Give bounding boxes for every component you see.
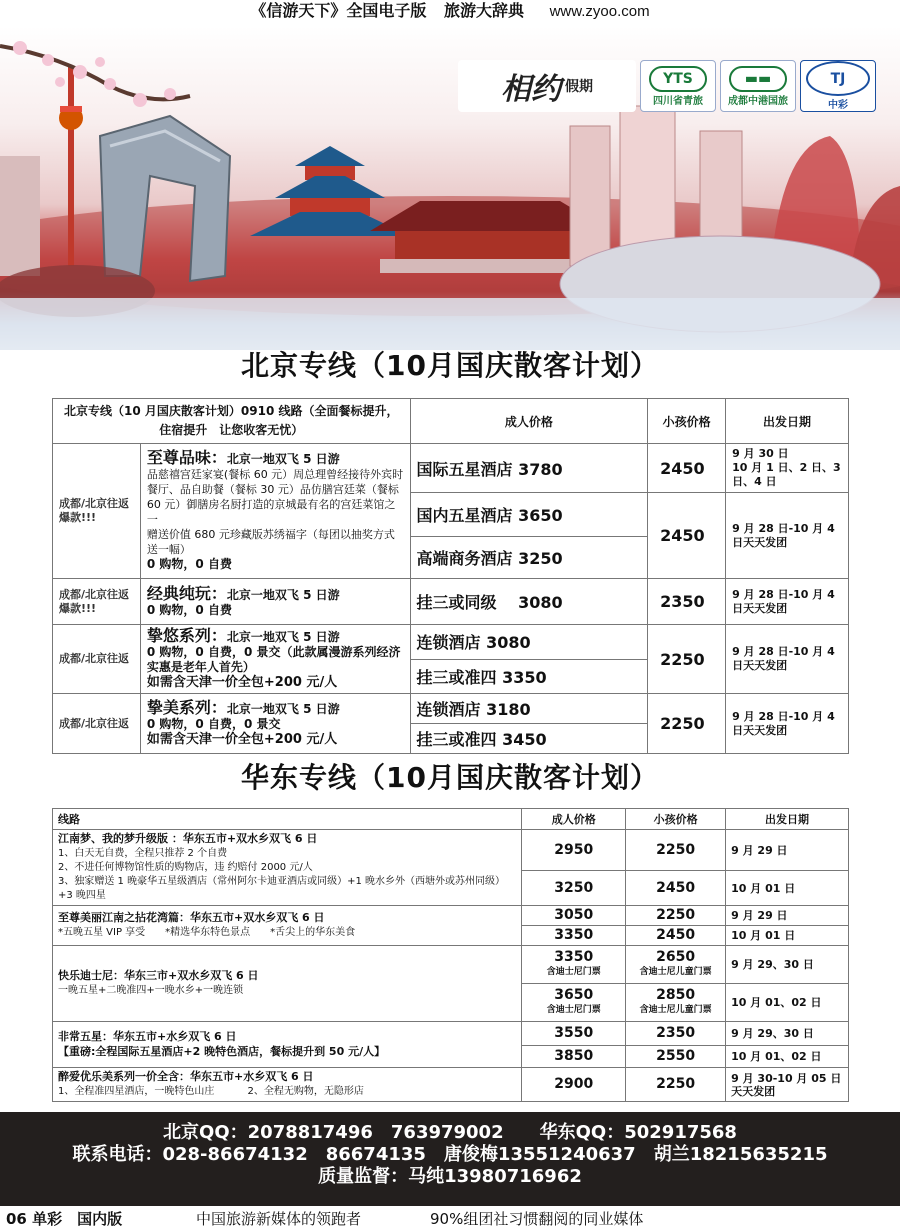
bj-qq-1[interactable]: 2078817496 bbox=[247, 1122, 373, 1143]
page-number: 06 单彩 国内版 bbox=[6, 1210, 123, 1228]
supervision-label: 质量监督： bbox=[318, 1166, 409, 1187]
beijing-section-title: 北京专线（10月国庆散客计划） bbox=[241, 349, 659, 382]
table-header-row: 北京专线（10 月国庆散客计划）0910 线路（全面餐标提升， 住宿提升 让您收客无忧） 成人价格 小孩价格 出发日期 bbox=[53, 399, 849, 444]
table-row: 成都/北京往返 挚美系列：北京一地双飞 5 日游 0 购物，0 自费，0 景交 如需含天津一价全包+200 元/人 连锁酒店 3180 2250 9 月 28 日-10 月 4 日天天发团 bbox=[53, 694, 849, 724]
tel-2[interactable]: 86674135 bbox=[325, 1144, 426, 1165]
table-row: 3350 2450 10 月 01 日 bbox=[53, 926, 849, 946]
huadong-price-table bbox=[52, 808, 849, 1102]
slogan-2: 90%组团社习惯翻阅的同业媒体 bbox=[430, 1210, 644, 1228]
contact-hu[interactable]: 胡兰18215635215 bbox=[653, 1144, 828, 1165]
table-row: 至尊美丽江南之拈花湾篇：华东五市+双水乡双飞 6 日 *五晚五星 VIP 享受 *精选华东特色景点 *舌尖上的华东美食 3050 2250 9 月 29 日 bbox=[53, 906, 849, 926]
table-row: 快乐迪士尼：华东三市+双水乡双飞 6 日 一晚五星+二晚准四+一晚水乡+一晚连锁 3350 含迪士尼门票 2650 含迪士尼儿童门票 9 月 29、30 日 bbox=[53, 946, 849, 984]
scqn-logo: YTS 四川省青旅 bbox=[640, 60, 716, 112]
table-row: 高端商务酒店 3250 bbox=[53, 537, 849, 579]
table-row: 非常五星：华东五市+水乡双飞 6 日 【重磅:全程国际五星酒店+2 晚特色酒店，餐标提升到 50 元/人】 3550 2350 9 月 29、30 日 bbox=[53, 1022, 849, 1046]
contact-tang[interactable]: 唐俊梅13551240637 bbox=[443, 1144, 636, 1165]
dictionary-label: 旅游大辞典 bbox=[443, 1, 524, 20]
beijing-price-table bbox=[52, 398, 849, 754]
tel-1[interactable]: 028-86674132 bbox=[162, 1144, 308, 1165]
xiangyue-logo: 相约 假期 bbox=[458, 60, 636, 112]
zhongcai-logo: TJ 中彩 bbox=[800, 60, 876, 112]
page-footer bbox=[0, 1208, 900, 1230]
cdzg-logo: ▬▬ 成都中港国旅 bbox=[720, 60, 796, 112]
hd-qq-label: 华东QQ： bbox=[539, 1122, 625, 1143]
sponsor-logos bbox=[458, 60, 876, 112]
supervision-contact[interactable]: 马纯13980716962 bbox=[408, 1166, 582, 1187]
slogan-1: 中国旅游新媒体的领跑者 bbox=[196, 1210, 362, 1228]
contact-footer bbox=[0, 1112, 900, 1206]
table-row: 江南梦、我的梦升级版 ：华东五市+双水乡双飞 6 日 1、白天无自费，全程只推荐 2 个自费 2、不进任何博物馆性质的购物店，违 约赔付 2000 元/人 3、独家赠送 1 晚豪华五星级酒店（常州阿尔卡迪亚酒店或同级）+1 晚水乡外（西塘外或苏州同级）+3 晚四星 2950 2250 9 月 29 日 bbox=[53, 830, 849, 871]
table-header-row: 线路 成人价格 小孩价格 出发日期 bbox=[53, 809, 849, 830]
table-row: 挂三或准四 3350 bbox=[53, 659, 849, 694]
bj-qq-label: 北京QQ： bbox=[163, 1122, 248, 1143]
table-row: 成都/北京往返 爆款!!! 经典纯玩：北京一地双飞 5 日游 0 购物，0 自费 挂三或同级 3080 2350 9 月 28 日-10 月 4 日天天发团 bbox=[53, 579, 849, 625]
table-row: 挂三或准四 3450 bbox=[53, 724, 849, 754]
bus-icon: ▬▬ bbox=[729, 66, 787, 92]
bj-qq-2[interactable]: 763979002 bbox=[390, 1122, 504, 1143]
table-row: 3650 含迪士尼门票 2850 含迪士尼儿童门票 10 月 01、02 日 bbox=[53, 984, 849, 1022]
table-row: 成都/北京往返 爆款!!! 至尊品味：北京一地双飞 5 日游 品慈禧宫廷家宴(餐标 60 元）周总理曾经接待外宾时餐厅、品自助餐（餐标 30 元）品仿膳宫廷菜（餐标 60 元）御膳房名厨打造的京城最有名的宫廷菜馆之一 赠送价值 680 元珍藏版苏绣福字（每团以抽奖方式送一幅） 0 购物，0 自费 国际五星酒店 3780 2450 9 月 30 日 10 月 1 日、2 日、3 日、4 日 bbox=[53, 444, 849, 493]
tel-label: 联系电话： bbox=[72, 1144, 163, 1165]
top-header bbox=[0, 0, 900, 26]
hd-qq[interactable]: 502917568 bbox=[624, 1122, 737, 1143]
site-url[interactable]: www.zyoo.com bbox=[549, 3, 650, 20]
huadong-section-title: 华东专线（10月国庆散客计划） bbox=[241, 761, 659, 794]
table-row: 3250 2450 10 月 01 日 bbox=[53, 871, 849, 906]
table-row: 醉爱优乐美系列一价全含：华东五市+水乡双飞 6 日 1、全程准四星酒店，一晚特色山庄 2、全程无购物，无隐形店 2900 2250 9 月 30-10 月 05 日天天发团 bbox=[53, 1068, 849, 1102]
beijing-banner bbox=[0, 26, 900, 350]
table-row: 3850 2550 10 月 01、02 日 bbox=[53, 1046, 849, 1068]
table-row: 国内五星酒店 3650 2450 9 月 28 日-10 月 4 日天天发团 bbox=[53, 493, 849, 537]
table-row: 成都/北京往返 挚悠系列：北京一地双飞 5 日游 0 购物，0 自费，0 景交（此款属漫游系列经济实惠是老年人首先） 如需含天津一价全包+200 元/人 连锁酒店 3080 2250 9 月 28 日-10 月 4 日天天发团 bbox=[53, 625, 849, 660]
publication-name: 《信游天下》全国电子版 bbox=[250, 1, 427, 20]
